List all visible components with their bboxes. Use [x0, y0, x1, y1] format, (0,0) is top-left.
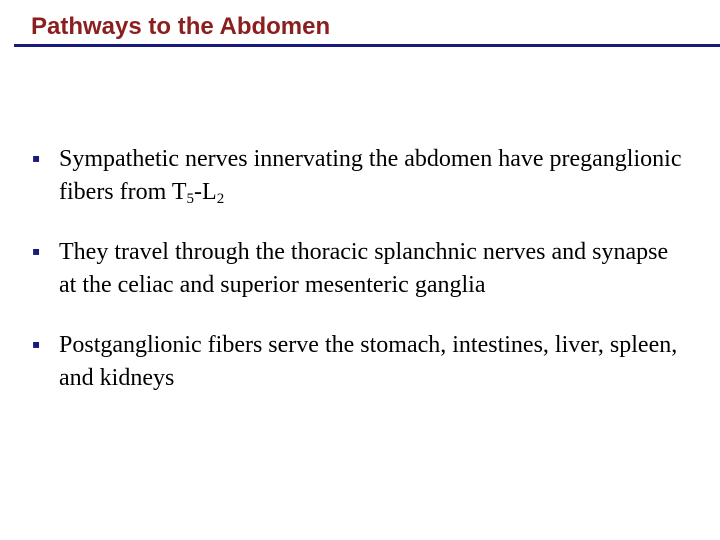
bullet-text: Postganglionic fibers serve the stomach, intestines, liver, spleen, and kidneys [59, 332, 678, 391]
bullet-marker-icon: ▪ [32, 337, 41, 351]
title-underline [14, 44, 720, 47]
bullet-text-part: Sympathetic nerves innervating the abdomen have preganglionic fibers from T [59, 146, 682, 205]
bullet-marker-icon: ▪ [32, 244, 41, 258]
bullet-item-postganglionic [30, 329, 690, 395]
subscript-l2: 2 [216, 191, 225, 207]
bullet-list [30, 143, 690, 395]
bullet-marker-icon: ▪ [32, 151, 41, 165]
slide-title: Pathways to the Abdomen [31, 13, 331, 40]
bullet-item-sympathetic-nerves [30, 143, 690, 209]
bullet-item-thoracic-splanchnic [30, 236, 690, 302]
bullet-text-part: -L [194, 179, 217, 205]
bullet-text: They travel through the thoracic splanchnic nerves and synapse at the celiac and superior mesenteric ganglia [59, 239, 669, 298]
subscript-t5: 5 [186, 191, 195, 207]
